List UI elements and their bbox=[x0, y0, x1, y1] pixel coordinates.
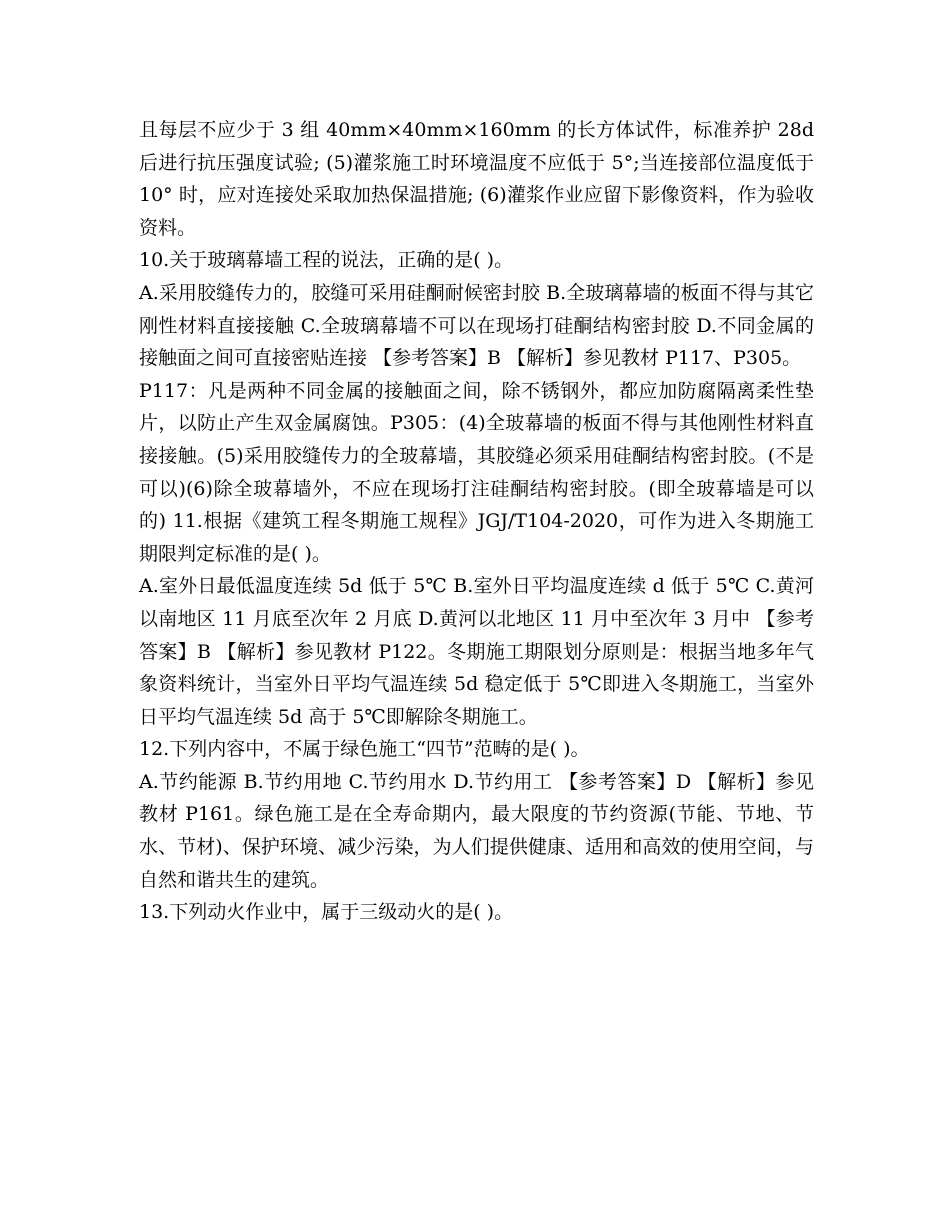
paragraph-grouting-requirements: 且每层不应少于 3 组 40mm×40mm×160mm 的长方体试件，标准养护 28d 后进行抗压强度试验; (5)灌浆施工时环境温度不应低于 5°;当连接部位温度低于 10° 时，应对连接处采取加热保温措施; (6)灌浆作业应留下影像资料，作为验收资料。 bbox=[139, 119, 821, 239]
question-11-options-answer: A.室外日最低温度连续 5d 低于 5℃ B.室外日平均温度连续 d 低于 5℃ C.黄河以南地区 11 月底至次年 2 月底 D.黄河以北地区 11 月中至次年 3 月中 【参考答案】B 【解析】参见教材 P122。冬期施工期限划分原则是：根据当地多年气象资料统计，当室外日平均气温连续 5d 稳定低于 5℃即进入冬期施工，当室外日平均气温连续 5d 高于 5℃即解除冬期施工。 bbox=[139, 575, 814, 728]
question-10-stem: 10.关于玻璃幕墙工程的说法，正确的是( )。 bbox=[139, 249, 514, 272]
question-12-stem: 12.下列内容中，不属于绿色施工“四节”范畴的是( )。 bbox=[139, 738, 590, 761]
question-10-options-answer: A.采用胶缝传力的，胶缝可采用硅酮耐候密封胶 B.全玻璃幕墙的板面不得与其它刚性材料直接接触 C.全玻璃幕墙不可以在现场打硅酮结构密封胶 D.不同金属的接触面之间可直接密贴连接 【参考答案】B 【解析】参见教材 P117、P305。 bbox=[139, 281, 814, 370]
document-body bbox=[139, 114, 821, 929]
question-13-stem: 13.下列动火作业中，属于三级动火的是( )。 bbox=[139, 901, 514, 924]
question-12-options-answer: A.节约能源 B.节约用地 C.节约用水 D.节约用工 【参考答案】D 【解析】参见教材 P161。绿色施工是在全寿命期内，最大限度的节约资源(节能、节地、节水、节材)、保护环境、减少污染，为人们提供健康、适用和高效的使用空间，与自然和谐共生的建筑。 bbox=[139, 770, 814, 891]
question-10-explanation-question-11-stem: P117：凡是两种不同金属的接触面之间，除不锈钢外，都应加防腐隔离柔性垫片，以防止产生双金属腐蚀。P305：(4)全玻幕墙的板面不得与其他刚性材料直接接触。(5)采用胶缝传力的全玻幕墙，其胶缝必须采用硅酮结构密封胶。(不是可以)(6)除全玻幕墙外，不应在现场打注硅酮结构密封胶。(即全玻幕墙是可以的) 11.根据《建筑工程冬期施工规程》JGJ/T104-2020，可作为进入冬期施工期限判定标准的是( )。 bbox=[139, 379, 814, 565]
